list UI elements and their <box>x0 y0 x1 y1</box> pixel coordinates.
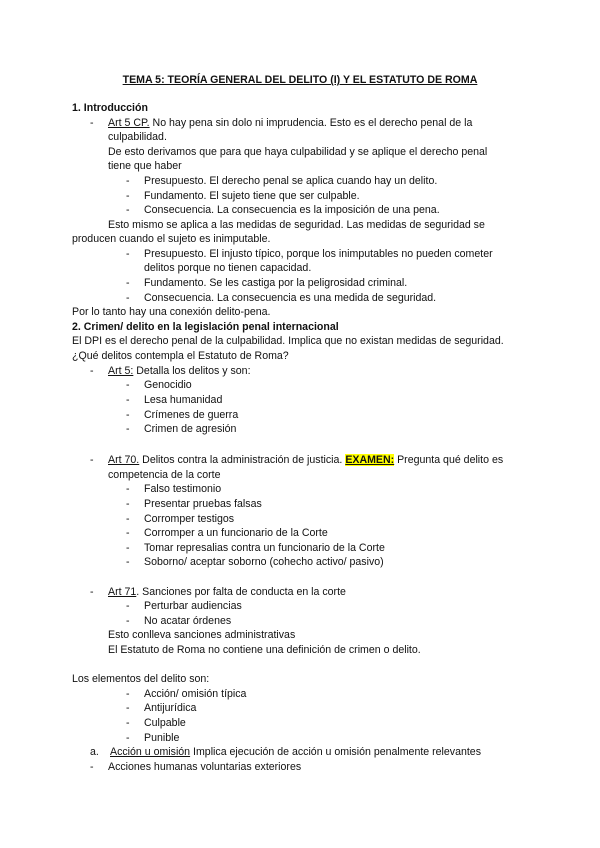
derivation-line-2: tiene que haber <box>108 160 182 172</box>
bullet-art71: - <box>90 586 94 598</box>
bullet-elemento-1: - <box>126 688 130 700</box>
bullet-elemento-3: - <box>126 717 130 729</box>
dpi-intro-line: El DPI es el derecho penal de la culpabilidad. Implica que no existan medidas de seguridad. <box>72 335 504 347</box>
art5cp-text: No hay pena sin dolo ni imprudencia. Esto es el derecho penal de la <box>149 117 473 129</box>
art70-item-corromper-testigos: Corromper testigos <box>144 513 235 525</box>
bullet-art70-item-4: - <box>126 527 130 539</box>
art5cp-line <box>108 116 472 130</box>
pena-item-presupuesto: Presupuesto. El derecho penal se aplica cuando hay un delito. <box>144 175 438 187</box>
elemento-antijuridica: Antijurídica <box>144 702 197 714</box>
bullet-art70-item-1: - <box>126 483 130 495</box>
art70-item-pruebas-falsas: Presentar pruebas falsas <box>144 498 262 510</box>
derivation-line-1: De esto derivamos que para que haya culpabilidad y se aplique el derecho penal <box>108 146 488 158</box>
conclusion-line: Por lo tanto hay una conexión delito-pena. <box>72 306 271 318</box>
art70-label: Art 70. <box>108 454 140 466</box>
art71-text: . Sanciones por falta de conducta en la corte <box>136 586 346 598</box>
bullet-art70: - <box>90 454 94 466</box>
medidas-line-1: Esto mismo se aplica a las medidas de seguridad. Las medidas de seguridad se <box>108 219 485 231</box>
art71-item-audiencias: Perturbar audiencias <box>144 600 242 612</box>
art70-item-corromper-funcionario: Corromper a un funcionario de la Corte <box>144 527 328 539</box>
art71-label: Art 71 <box>108 586 137 598</box>
bullet-art5: - <box>90 365 94 377</box>
medida-item-consecuencia: Consecuencia. La consecuencia es una medida de seguridad. <box>144 292 437 304</box>
art71-item-ordenes: No acatar órdenes <box>144 615 232 627</box>
bullet-art5cp: - <box>90 117 94 129</box>
bullet-art5-item-1: - <box>126 379 130 391</box>
bullet-pena-2: - <box>126 190 130 202</box>
art5cp-label: Art 5 CP. <box>108 117 150 129</box>
bullet-art5-item-4: - <box>126 423 130 435</box>
elementos-intro: Los elementos del delito son: <box>72 673 210 685</box>
art5-item-agresion: Crimen de agresión <box>144 423 237 435</box>
accion-omision-label: Acción u omisión <box>110 746 191 758</box>
bullet-art70-item-6: - <box>126 556 130 568</box>
art70-item-falso-testimonio: Falso testimonio <box>144 483 222 495</box>
bullet-pena-1: - <box>126 175 130 187</box>
art71-note-estatuto: El Estatuto de Roma no contiene una definición de crimen o delito. <box>108 644 421 656</box>
bullet-medida-2: - <box>126 277 130 289</box>
art70-line <box>108 453 503 467</box>
bullet-elemento-2: - <box>126 702 130 714</box>
accion-omision-text: Implica ejecución de acción u omisión penalmente relevantes <box>190 746 481 758</box>
medidas-line-2: producen cuando el sujeto es inimputable. <box>72 233 271 245</box>
bullet-art70-item-2: - <box>126 498 130 510</box>
medida-item-fundamento: Fundamento. Se les castiga por la peligrosidad criminal. <box>144 277 408 289</box>
bullet-art71-item-2: - <box>126 615 130 627</box>
bullet-art5-item-2: - <box>126 394 130 406</box>
art5-item-lesa: Lesa humanidad <box>144 394 223 406</box>
examen-highlight: EXAMEN: <box>345 454 395 466</box>
art71-line <box>108 585 346 599</box>
bullet-last: - <box>90 761 94 773</box>
art5cp-cont: culpabilidad. <box>108 131 167 143</box>
pena-item-consecuencia: Consecuencia. La consecuencia es la imposición de una pena. <box>144 204 440 216</box>
bullet-medida-3: - <box>126 292 130 304</box>
art5-item-genocidio: Genocidio <box>144 379 192 391</box>
art70-text-2: Pregunta qué delito es <box>394 454 504 466</box>
section-1-heading: 1. Introducción <box>72 102 148 114</box>
art70-text: Delitos contra la administración de justicia. <box>139 454 346 466</box>
pena-item-fundamento: Fundamento. El sujeto tiene que ser culpable. <box>144 190 360 202</box>
art70-item-soborno: Soborno/ aceptar soborno (cohecho activo/ pasivo) <box>144 556 384 568</box>
art5-line <box>108 364 251 378</box>
bullet-elemento-4: - <box>126 732 130 744</box>
document-title: TEMA 5: TEORÍA GENERAL DEL DELITO (I) Y EL ESTATUTO DE ROMA <box>122 74 478 86</box>
bullet-art5-item-3: - <box>126 409 130 421</box>
section-2-heading: 2. Crimen/ delito en la legislación penal internacional <box>72 321 339 333</box>
art5-text: Detalla los delitos y son: <box>133 365 251 377</box>
art70-item-represalias: Tomar represalias contra un funcionario de la Corte <box>144 542 385 554</box>
list-marker-a: a. <box>90 746 99 758</box>
elemento-punible: Punible <box>144 732 180 744</box>
medida-item-presupuesto: Presupuesto. El injusto típico, porque los inimputables no pueden cometer <box>144 248 493 260</box>
art5-label: Art 5: <box>108 365 134 377</box>
art70-cont: competencia de la corte <box>108 469 221 481</box>
bullet-pena-3: - <box>126 204 130 216</box>
bullet-art70-item-5: - <box>126 542 130 554</box>
acciones-humanas-line: Acciones humanas voluntarias exteriores <box>108 761 302 773</box>
question-line: ¿Qué delitos contempla el Estatuto de Roma? <box>72 350 289 362</box>
bullet-medida-1: - <box>126 248 130 260</box>
art71-note-sanciones: Esto conlleva sanciones administrativas <box>108 629 296 641</box>
bullet-art70-item-3: - <box>126 513 130 525</box>
bullet-art71-item-1: - <box>126 600 130 612</box>
elemento-accion: Acción/ omisión típica <box>144 688 247 700</box>
elemento-culpable: Culpable <box>144 717 186 729</box>
medida-item-presupuesto-cont: delitos porque no tienen capacidad. <box>144 262 312 274</box>
accion-omision-line <box>110 745 481 759</box>
art5-item-guerra: Crímenes de guerra <box>144 409 239 421</box>
